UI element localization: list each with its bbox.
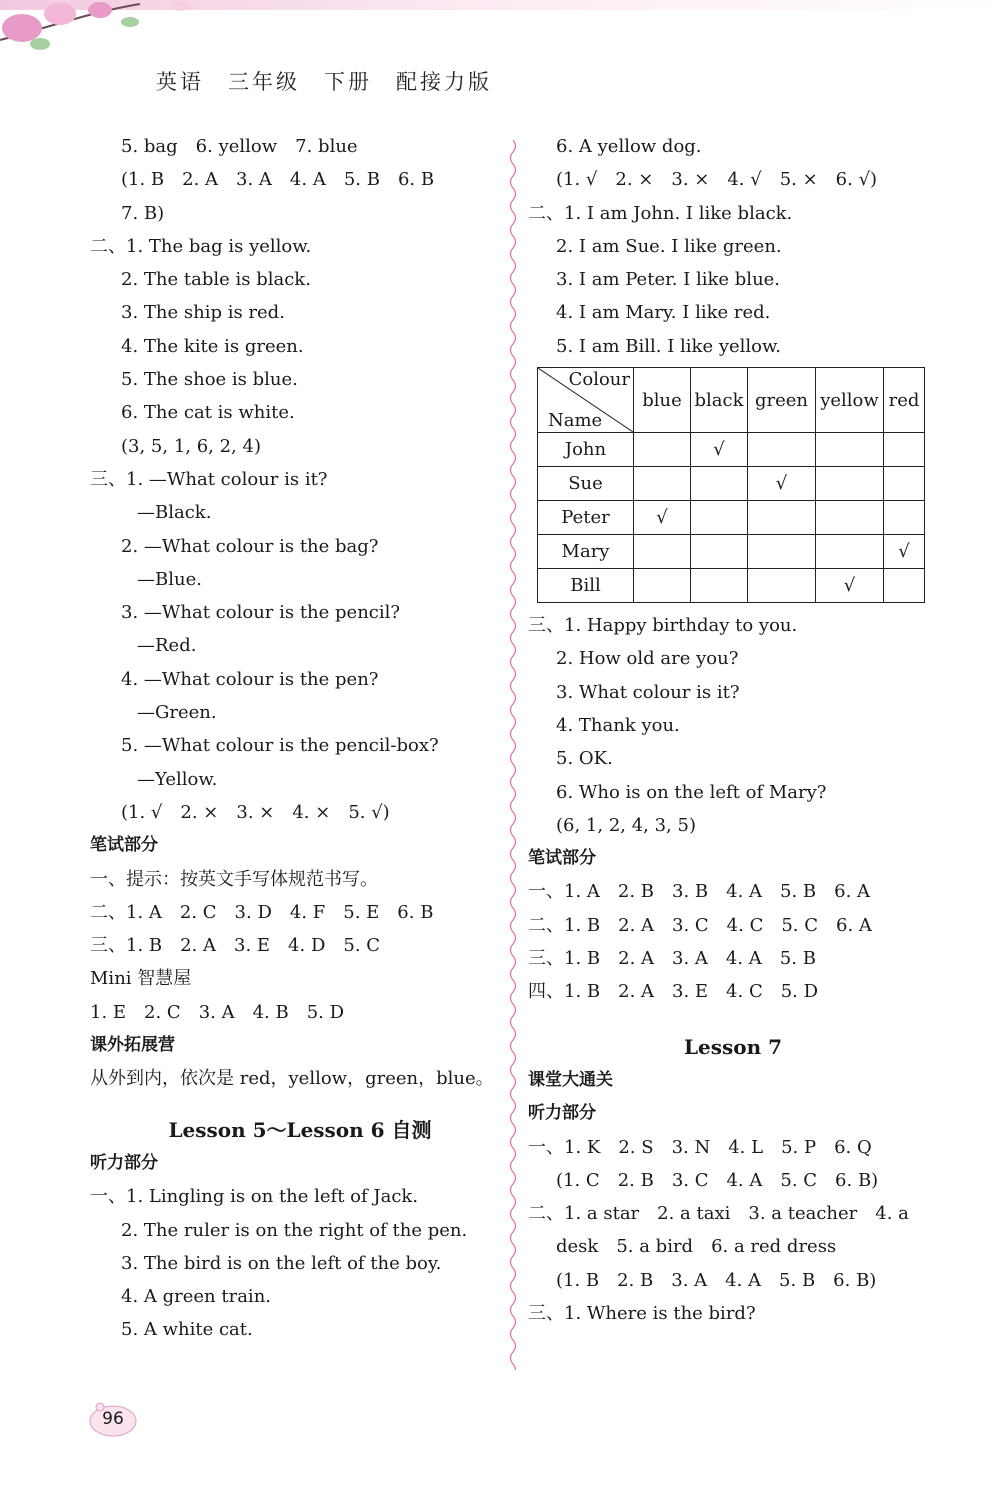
answer-line: 2. The table is black. [121, 269, 311, 291]
answer-line: 5. The shoe is blue. [121, 369, 298, 391]
mark-cell [884, 501, 925, 535]
answer-line: 2. How old are you? [556, 648, 739, 670]
section-line: 三、1. —What colour is it? [90, 468, 328, 490]
mark-cell: √ [884, 535, 925, 569]
row-name-cell: Peter [538, 501, 634, 535]
section-line: 三、1. Where is the bird? [528, 1303, 756, 1325]
answer-line: (3, 5, 1, 6, 2, 4) [121, 435, 261, 457]
section-heading: 课堂大通关 [528, 1069, 613, 1090]
mark-cell: √ [691, 433, 748, 467]
mark-cell [691, 569, 748, 603]
section-heading: 笔试部分 [528, 848, 596, 869]
mark-cell [884, 433, 925, 467]
mark-cell [748, 535, 816, 569]
mark-cell [748, 501, 816, 535]
answer-line: 4. I am Mary. I like red. [556, 302, 771, 324]
answer-line: (6, 1, 2, 4, 3, 5) [556, 814, 696, 836]
section-line: 1. E 2. C 3. A 4. B 5. D [90, 1001, 345, 1023]
mark-cell [691, 535, 748, 569]
mark-cell [884, 467, 925, 501]
section-heading: 听力部分 [90, 1152, 158, 1173]
section-heading: Mini 智慧屋 [90, 968, 192, 990]
mark-cell [634, 569, 691, 603]
answer-line: 3. —What colour is the pencil? [121, 602, 401, 624]
mark-cell [884, 569, 925, 603]
answer-line: (1. B 2. B 3. A 4. A 5. B 6. B) [556, 1269, 877, 1291]
section-line: 从外到内，依次是 red，yellow，green，blue。 [90, 1068, 494, 1090]
mark-cell: √ [634, 501, 691, 535]
section-line: 二、1. I am John. I like black. [528, 202, 793, 224]
mark-cell [748, 433, 816, 467]
row-name-cell: Bill [538, 569, 634, 603]
section-line: 四、1. B 2. A 3. E 4. C 5. D [528, 981, 819, 1003]
section-line: 二、1. A 2. C 3. D 4. F 5. E 6. B [90, 901, 434, 923]
answer-line: 7. B) [121, 202, 165, 224]
table-row [538, 467, 925, 501]
corner-colour-label: Colour [568, 369, 630, 391]
floral-header-decoration-icon [0, 0, 1000, 60]
section-line: 一、1. Lingling is on the left of Jack. [90, 1186, 419, 1208]
answer-line: 2. —What colour is the bag? [121, 535, 379, 557]
section-line: 二、1. The bag is yellow. [90, 235, 312, 257]
section-line: 三、1. B 2. A 3. A 4. A 5. B [528, 948, 816, 970]
mark-cell [634, 433, 691, 467]
left-answer-column [90, 130, 510, 1347]
table-corner-cell [538, 368, 634, 433]
answer-line: (1. √ 2. × 3. × 4. √ 5. × 6. √) [556, 169, 878, 191]
answer-line: 5. —What colour is the pencil-box? [121, 735, 439, 757]
lesson-title: Lesson 7 [683, 1034, 783, 1059]
right-answer-column [528, 130, 938, 1330]
answer-line: 5. bag 6. yellow 7. blue [121, 136, 358, 157]
mark-cell [691, 467, 748, 501]
section-line: 三、1. Happy birthday to you. [528, 615, 798, 637]
answer-line: 2. The ruler is on the right of the pen. [121, 1219, 468, 1241]
answer-line: —Black. [137, 502, 212, 524]
answer-line: (1. B 2. A 3. A 4. A 5. B 6. B [121, 169, 435, 191]
mark-cell [634, 467, 691, 501]
section-line: 二、1. B 2. A 3. C 4. C 5. C 6. A [528, 914, 872, 936]
table-header-row [538, 368, 925, 433]
section-heading: 课外拓展营 [90, 1035, 175, 1056]
section-line: 二、1. a star 2. a taxi 3. a teacher 4. a [528, 1203, 909, 1225]
answer-line: 3. I am Peter. I like blue. [556, 269, 781, 291]
answer-line: 5. I am Bill. I like yellow. [556, 335, 781, 357]
column-header: blue [634, 368, 691, 433]
page-number: 96 [102, 1409, 124, 1429]
mark-cell [691, 501, 748, 535]
answer-line: —Red. [137, 635, 197, 657]
section-line: 一、提示：按英文手写体规范书写。 [90, 868, 378, 890]
column-header: yellow [816, 368, 884, 433]
corner-name-label: Name [548, 410, 603, 432]
mark-cell [634, 535, 691, 569]
table-row [538, 433, 925, 467]
answer-line: 5. A white cat. [121, 1319, 253, 1341]
table-row [538, 569, 925, 603]
answer-line: 4. Thank you. [556, 714, 680, 736]
section-line: 一、1. A 2. B 3. B 4. A 5. B 6. A [528, 881, 871, 903]
column-header: black [691, 368, 748, 433]
mark-cell [816, 433, 884, 467]
mark-cell [748, 569, 816, 603]
mark-cell [816, 501, 884, 535]
answer-line: —Yellow. [137, 768, 218, 790]
book-header-title: 英语 三年级 下册 配接力版 [156, 70, 492, 94]
row-name-cell: John [538, 433, 634, 467]
answer-line: (1. √ 2. × 3. × 4. × 5. √) [121, 801, 390, 823]
table-row [538, 535, 925, 569]
section-line: 三、1. B 2. A 3. E 4. D 5. C [90, 935, 381, 957]
row-name-cell: Sue [538, 467, 634, 501]
section-heading: 听力部分 [528, 1103, 596, 1124]
section-line: 一、1. K 2. S 3. N 4. L 5. P 6. Q [528, 1136, 872, 1158]
section-heading: 笔试部分 [90, 835, 158, 856]
answer-line: 3. The bird is on the left of the boy. [121, 1252, 442, 1274]
column-header: red [884, 368, 925, 433]
answer-line: 6. Who is on the left of Mary? [556, 781, 827, 803]
mark-cell [816, 467, 884, 501]
answer-line: 2. I am Sue. I like green. [556, 235, 782, 257]
answer-line: —Green. [137, 702, 217, 724]
mark-cell: √ [816, 569, 884, 603]
column-header: green [748, 368, 816, 433]
answer-line: 5. OK. [556, 748, 613, 770]
answer-line: 6. The cat is white. [121, 402, 295, 424]
answer-line: desk 5. a bird 6. a red dress [556, 1236, 837, 1258]
colour-preference-table [537, 367, 925, 603]
row-name-cell: Mary [538, 535, 634, 569]
page-number-badge [88, 1400, 138, 1438]
table-row [538, 501, 925, 535]
answer-line: 4. —What colour is the pen? [121, 668, 379, 690]
answer-line: 4. A green train. [121, 1286, 272, 1308]
mark-cell: √ [748, 467, 816, 501]
mark-cell [816, 535, 884, 569]
answer-line: 4. The kite is green. [121, 335, 304, 357]
lesson-title: Lesson 5～Lesson 6 自测 [168, 1117, 432, 1142]
answer-line: 6. A yellow dog. [556, 136, 702, 157]
answer-line: (1. C 2. B 3. C 4. A 5. C 6. B) [556, 1169, 879, 1191]
answer-line: 3. What colour is it? [556, 681, 740, 703]
answer-line: —Blue. [137, 568, 202, 590]
answer-line: 3. The ship is red. [121, 302, 285, 324]
